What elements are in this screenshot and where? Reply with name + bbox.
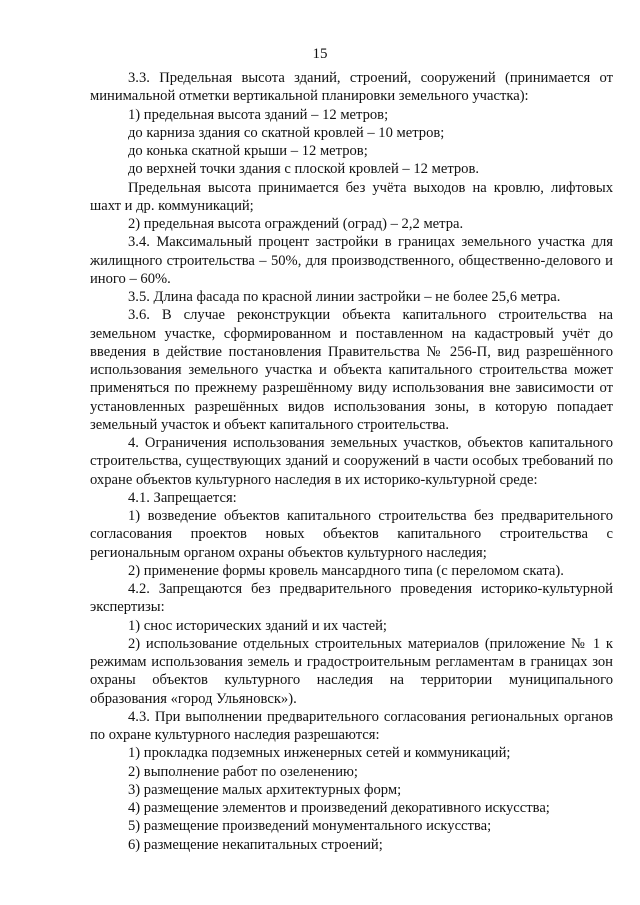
page-number: 15 — [312, 46, 328, 62]
list-item: до карниза здания со скатной кровлей – 10 метров; — [128, 124, 445, 141]
paragraph-4-2: 4.2. Запрещаются без предварительного проведения историко-культурной экспертизы: — [90, 581, 613, 616]
list-item: 1) предельная высота зданий – 12 метров; — [128, 106, 389, 123]
document-body — [90, 69, 613, 854]
list-item: 2) выполнение работ по озеленению; — [128, 763, 358, 780]
list-item: 2) предельная высота ограждений (оград) – 2,2 метра. — [128, 216, 464, 232]
list-item: 5) размещение произведений монументального искусства; — [128, 818, 492, 835]
list-item: 3) размещение малых архитектурных форм; — [128, 781, 402, 798]
list-item: 2) применение формы кровель мансардного типа (с переломом ската). — [128, 562, 564, 579]
paragraph-4: 4. Ограничения использования земельных участков, объектов капитального строительства, существующих зданий и сооружений в части особых требований по охране объектов культурного наследия в их историко-культурной среде: — [90, 435, 613, 488]
paragraph-4-3: 4.3. При выполнении предварительного согласования региональных органов по охране культурного наследия разрешаются: — [90, 708, 613, 743]
list-item: 2) использование отдельных строительных материалов (приложение № 1 к режимам использования земель и градостроительным регламентам в границах зон охраны объектов культурного наследия на территории муниципального образования «город Ульяновск»). — [90, 635, 613, 707]
paragraph: Предельная высота принимается без учёта выходов на кровлю, лифтовых шахт и др. коммуникаций; — [90, 179, 613, 214]
list-item: 4) размещение элементов и произведений декоративного искусства; — [128, 800, 550, 816]
list-item: 1) снос исторических зданий и их частей; — [128, 617, 387, 634]
paragraph-3-6: 3.6. В случае реконструкции объекта капитального строительства на земельном участке, сформированном и поставленном на кадастровый учёт до введения в действие постановления Правительства № 256-П, вид разрешённого использования земельного участка и объекта капитального строительства может применяться по прежнему разрешённому виду использования вне зависимости от установленных разрешённых видов использования зоны, в которую попадает земельный участок и объект капитального строительства. — [90, 307, 613, 433]
list-item: 6) размещение некапитальных строений; — [128, 836, 383, 853]
paragraph-3-5: 3.5. Длина фасада по красной линии застройки – не более 25,6 метра. — [128, 289, 561, 305]
paragraph-3-3: 3.3. Предельная высота зданий, строений, сооружений (принимается от минимальной отметки вертикальной планировки земельного участка): — [90, 70, 613, 105]
paragraph-4-1: 4.1. Запрещается: — [128, 489, 237, 506]
paragraph-3-4: 3.4. Максимальный процент застройки в границах земельного участка для жилищного строительства – 50%, для производственного, общественно-делового и иного – 60%. — [90, 234, 613, 287]
list-item: 1) возведение объектов капитального строительства без предварительного согласования проектов новых объектов капитального строительства с региональным органом охраны объектов культурного наследия; — [90, 508, 613, 561]
list-item: до конька скатной крыши – 12 метров; — [128, 143, 368, 159]
list-item: 1) прокладка подземных инженерных сетей и коммуникаций; — [128, 745, 511, 762]
list-item: до верхней точки здания с плоской кровлей – 12 метров. — [128, 161, 480, 178]
